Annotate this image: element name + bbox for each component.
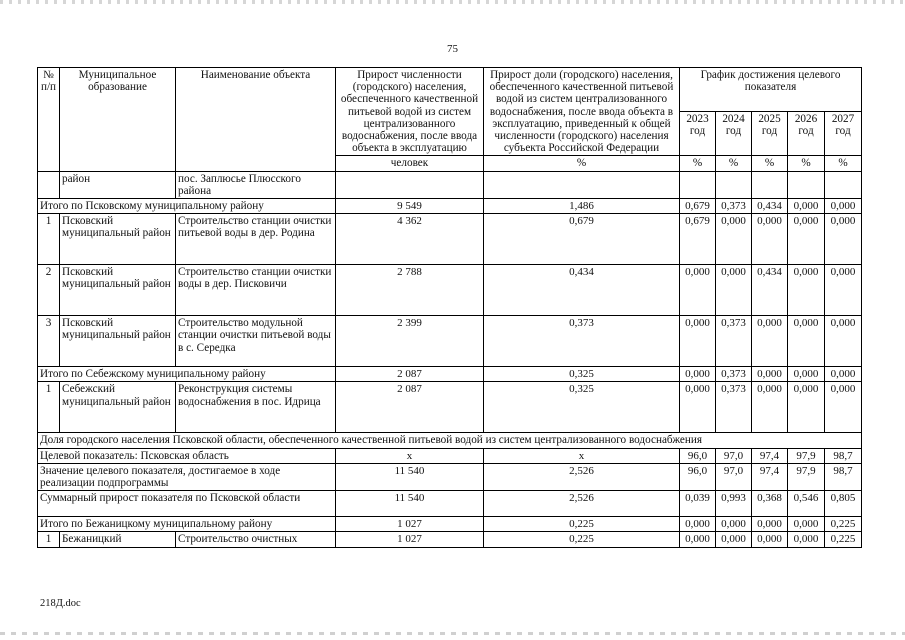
- row-year-value: 0,373: [716, 316, 752, 367]
- row-num: 1: [38, 214, 60, 265]
- row-year-value: 0,000: [680, 367, 716, 382]
- row-year-value: 0,000: [788, 265, 825, 316]
- row-num: 3: [38, 316, 60, 367]
- header-year: 2023 год: [680, 112, 716, 156]
- row-people: 2 788: [336, 265, 484, 316]
- row-people: 2 399: [336, 316, 484, 367]
- row-year-value: 98,7: [825, 448, 862, 463]
- row-municipality: Псковский муниципальный район: [60, 265, 176, 316]
- row-year-value: 0,000: [680, 382, 716, 433]
- header-num: № п/п: [38, 68, 60, 172]
- row-pct: 2,526: [484, 463, 680, 490]
- row-people: х: [336, 448, 484, 463]
- total-label: Целевой показатель: Псковская область: [38, 448, 336, 463]
- table-row: [38, 265, 862, 316]
- header-year: 2026 год: [788, 112, 825, 156]
- header-growth-people: Прирост численности (городского) населения, обеспеченного качественной питьевой водой из систем централизованного водоснабжения, после ввода объекта в эксплуатацию: [336, 68, 484, 156]
- row-year-value: 0,039: [680, 491, 716, 517]
- row-year-value: [788, 171, 825, 198]
- header-municipality: Муниципальное образование: [60, 68, 176, 172]
- row-pct: 0,679: [484, 214, 680, 265]
- header-schedule: График достижения целевого показателя: [680, 68, 862, 112]
- row-year-value: 0,000: [788, 517, 825, 532]
- total-row: [38, 517, 862, 532]
- unit-year: %: [788, 156, 825, 171]
- row-year-value: 0,000: [680, 532, 716, 547]
- unit-year: %: [825, 156, 862, 171]
- row-year-value: 0,805: [825, 491, 862, 517]
- row-year-value: 0,000: [716, 265, 752, 316]
- file-name: 218Д.doc: [40, 598, 81, 609]
- row-year-value: 0,993: [716, 491, 752, 517]
- row-pct: 0,325: [484, 382, 680, 433]
- total-row: [38, 448, 862, 463]
- table-row: [38, 171, 862, 198]
- row-year-value: 0,000: [752, 214, 788, 265]
- row-year-value: 96,0: [680, 463, 716, 490]
- header-year: 2025 год: [752, 112, 788, 156]
- table-row: [38, 532, 862, 547]
- row-year-value: 0,000: [825, 199, 862, 214]
- section-row: [38, 433, 862, 448]
- table-row: [38, 382, 862, 433]
- row-year-value: [716, 171, 752, 198]
- row-pct: 0,325: [484, 367, 680, 382]
- row-year-value: 0,000: [825, 265, 862, 316]
- row-people: 1 027: [336, 517, 484, 532]
- total-label: Итого по Бежаницкому муниципальному району: [38, 517, 336, 532]
- table-row: [38, 214, 862, 265]
- row-year-value: 0,434: [752, 265, 788, 316]
- unit-people: человек: [336, 156, 484, 171]
- total-row: [38, 463, 862, 490]
- total-label: Суммарный прирост показателя по Псковской области: [38, 491, 336, 517]
- row-people: 11 540: [336, 491, 484, 517]
- row-year-value: 0,000: [716, 517, 752, 532]
- row-year-value: 0,000: [752, 316, 788, 367]
- row-year-value: 0,000: [788, 316, 825, 367]
- row-year-value: 0,000: [680, 517, 716, 532]
- row-year-value: 0,000: [825, 214, 862, 265]
- row-municipality: район: [60, 171, 176, 198]
- row-year-value: 0,373: [716, 367, 752, 382]
- row-pct: 2,526: [484, 491, 680, 517]
- row-year-value: 97,9: [788, 463, 825, 490]
- row-people: 4 362: [336, 214, 484, 265]
- table-row: [38, 316, 862, 367]
- total-label: Значение целевого показателя, достигаемое в ходе реализации подпрограммы: [38, 463, 336, 490]
- row-people: 2 087: [336, 367, 484, 382]
- row-year-value: 98,7: [825, 463, 862, 490]
- header-growth-share: Прирост доли (городского) населения, обеспеченного качественной питьевой водой из систем централизованного водоснабжения, после ввода объекта в эксплуатацию, приведенный к общей численности (городского) населения субъекта Российской Федерации: [484, 68, 680, 156]
- row-people: [336, 171, 484, 198]
- row-year-value: [680, 171, 716, 198]
- row-year-value: 97,0: [716, 448, 752, 463]
- row-year-value: 0,000: [752, 532, 788, 547]
- row-year-value: 97,0: [716, 463, 752, 490]
- total-row: [38, 367, 862, 382]
- row-people: 2 087: [336, 382, 484, 433]
- row-year-value: 97,9: [788, 448, 825, 463]
- row-year-value: 0,000: [788, 199, 825, 214]
- row-year-value: 97,4: [752, 448, 788, 463]
- row-year-value: 0,000: [680, 316, 716, 367]
- row-year-value: [825, 171, 862, 198]
- row-num: 2: [38, 265, 60, 316]
- row-object: Строительство очистных: [176, 532, 336, 547]
- unit-year: %: [716, 156, 752, 171]
- row-year-value: 0,000: [788, 367, 825, 382]
- scan-edge-top: [0, 0, 905, 4]
- total-label: Итого по Себежскому муниципальному району: [38, 367, 336, 382]
- row-year-value: 0,225: [825, 532, 862, 547]
- scan-edge-bottom: [0, 632, 905, 635]
- row-year-value: [752, 171, 788, 198]
- row-object: Строительство модульной станции очистки питьевой воды в с. Середка: [176, 316, 336, 367]
- row-municipality: Себежский муниципальный район: [60, 382, 176, 433]
- row-pct: 0,225: [484, 532, 680, 547]
- row-year-value: 0,000: [788, 382, 825, 433]
- row-year-value: 0,679: [680, 199, 716, 214]
- row-num: 1: [38, 532, 60, 547]
- page-number: 75: [447, 43, 458, 55]
- header-year: 2027 год: [825, 112, 862, 156]
- row-object: Строительство станции очистки питьевой воды в дер. Родина: [176, 214, 336, 265]
- row-year-value: 0,373: [716, 199, 752, 214]
- row-year-value: 0,000: [825, 316, 862, 367]
- row-object: пос. Заплюсье Плюсского района: [176, 171, 336, 198]
- row-year-value: 0,000: [825, 382, 862, 433]
- row-num: 1: [38, 382, 60, 433]
- row-year-value: 0,000: [716, 532, 752, 547]
- unit-year: %: [680, 156, 716, 171]
- row-num: [38, 171, 60, 198]
- unit-year: %: [752, 156, 788, 171]
- row-year-value: 0,546: [788, 491, 825, 517]
- section-title: Доля городского населения Псковской области, обеспеченного качественной питьевой водой из систем централизованного водоснабжения: [38, 433, 862, 448]
- header-row: [38, 68, 862, 112]
- row-year-value: 0,000: [752, 367, 788, 382]
- row-year-value: 0,000: [788, 532, 825, 547]
- row-year-value: 0,000: [752, 517, 788, 532]
- total-row: [38, 199, 862, 214]
- row-year-value: 0,000: [752, 382, 788, 433]
- row-people: 1 027: [336, 532, 484, 547]
- row-year-value: 0,000: [825, 367, 862, 382]
- row-municipality: Псковский муниципальный район: [60, 214, 176, 265]
- row-people: 11 540: [336, 463, 484, 490]
- row-year-value: 0,368: [752, 491, 788, 517]
- row-year-value: 0,679: [680, 214, 716, 265]
- row-pct: х: [484, 448, 680, 463]
- row-pct: 1,486: [484, 199, 680, 214]
- row-year-value: 0,434: [752, 199, 788, 214]
- indicator-table: [37, 67, 862, 548]
- row-year-value: 0,000: [788, 214, 825, 265]
- header-object: Наименование объекта: [176, 68, 336, 172]
- row-year-value: 0,225: [825, 517, 862, 532]
- unit-pct: %: [484, 156, 680, 171]
- total-row: [38, 491, 862, 517]
- row-pct: [484, 171, 680, 198]
- row-year-value: 96,0: [680, 448, 716, 463]
- row-pct: 0,225: [484, 517, 680, 532]
- row-municipality: Бежаницкий: [60, 532, 176, 547]
- row-pct: 0,373: [484, 316, 680, 367]
- total-label: Итого по Псковскому муниципальному району: [38, 199, 336, 214]
- row-object: Реконструкция системы водоснабжения в пос. Идрица: [176, 382, 336, 433]
- row-year-value: 0,373: [716, 382, 752, 433]
- row-object: Строительство станции очистки воды в дер. Писковичи: [176, 265, 336, 316]
- row-municipality: Псковский муниципальный район: [60, 316, 176, 367]
- row-people: 9 549: [336, 199, 484, 214]
- row-year-value: 97,4: [752, 463, 788, 490]
- row-year-value: 0,000: [716, 214, 752, 265]
- row-pct: 0,434: [484, 265, 680, 316]
- header-year: 2024 год: [716, 112, 752, 156]
- row-year-value: 0,000: [680, 265, 716, 316]
